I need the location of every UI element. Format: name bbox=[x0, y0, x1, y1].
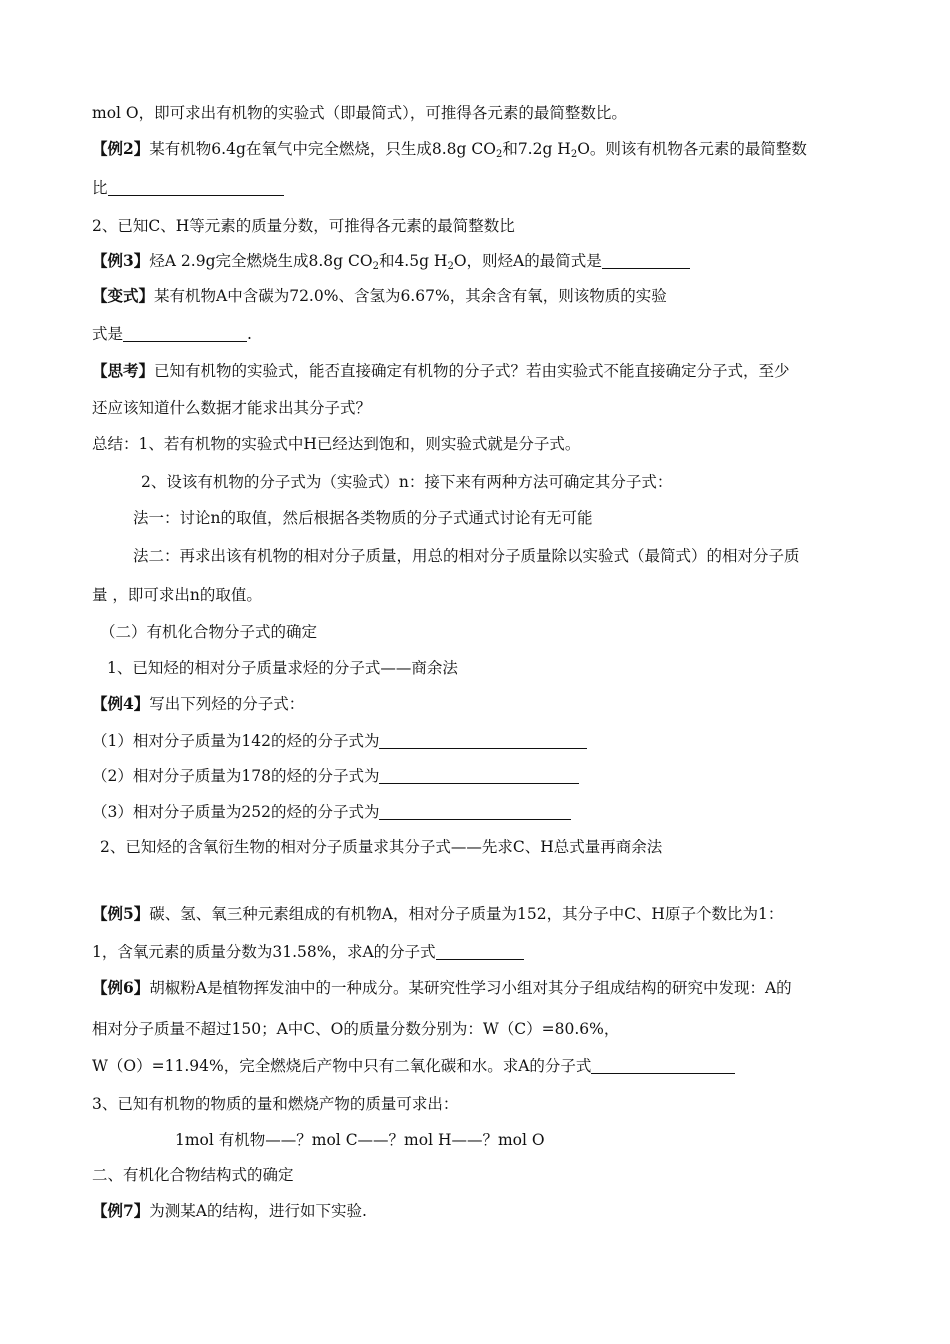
subsection-1 bbox=[107, 657, 458, 679]
summary-1 bbox=[92, 433, 580, 455]
section-heading bbox=[100, 621, 317, 643]
text: O。则该有机物各元素的最简整数 bbox=[577, 140, 807, 158]
text: . bbox=[247, 325, 252, 343]
text-line bbox=[92, 215, 515, 237]
question-2 bbox=[92, 765, 579, 787]
variant-cont bbox=[92, 323, 252, 345]
text: 法一：讨论n的取值，然后根据各类物质的分子式通式讨论有无可能 bbox=[133, 509, 593, 527]
example-tag: 【例6】 bbox=[92, 978, 150, 997]
text: 比 bbox=[92, 179, 108, 197]
example-tag: 【思考】 bbox=[92, 361, 155, 380]
text: 烃A 2.9g完全燃烧生成8.8g CO bbox=[149, 252, 373, 270]
example-7 bbox=[92, 1200, 367, 1222]
example-5 bbox=[92, 903, 783, 925]
formula-line bbox=[175, 1129, 545, 1151]
text: 2、设该有机物的分子式为（实验式）n：接下来有两种方法可确定其分子式： bbox=[141, 473, 673, 491]
answer-blank[interactable] bbox=[436, 943, 524, 960]
question-3 bbox=[92, 801, 571, 823]
text: 某有机物6.4g在氧气中完全燃烧，只生成8.8g CO bbox=[149, 140, 496, 158]
text: 1mol 有机物——？mol C——？mol H——？mol O bbox=[175, 1131, 545, 1149]
text: 量 ，即可求出n的取值。 bbox=[92, 586, 262, 604]
example-5-cont bbox=[92, 941, 524, 963]
example-tag: 【例3】 bbox=[92, 251, 150, 270]
subscript: 2 bbox=[570, 149, 578, 160]
example-tag: 【例2】 bbox=[92, 139, 150, 158]
question-1 bbox=[92, 730, 587, 752]
example-tag: 【例5】 bbox=[92, 904, 150, 923]
subscript: 2 bbox=[372, 261, 379, 272]
text: 法二：再求出该有机物的相对分子质量，用总的相对分子质量除以实验式（最简式）的相对分子质 bbox=[133, 547, 800, 565]
example-2-cont bbox=[92, 177, 284, 199]
text: 2、已知烃的含氧衍生物的相对分子质量求其分子式——先求C、H总式量再商余法 bbox=[100, 838, 663, 856]
example-tag: 【例7】 bbox=[92, 1201, 150, 1220]
text: 写出下列烃的分子式： bbox=[149, 695, 305, 713]
text: 胡椒粉A是植物挥发油中的一种成分。某研究性学习小组对其分子组成结构的研究中发现：A的 bbox=[149, 979, 792, 997]
text: 2、已知C、H等元素的质量分数，可推得各元素的最简整数比 bbox=[92, 217, 515, 235]
method-2 bbox=[133, 545, 800, 567]
answer-blank[interactable] bbox=[379, 767, 579, 784]
example-4 bbox=[92, 693, 304, 715]
example-2 bbox=[92, 138, 807, 160]
example-tag: 【变式】 bbox=[92, 286, 155, 305]
text: 总结：1、若有机物的实验式中H已经达到饱和，则实验式就是分子式。 bbox=[92, 435, 581, 453]
text: 还应该知道什么数据才能求出其分子式？ bbox=[92, 399, 372, 417]
text: （3）相对分子质量为252的烃的分子式为 bbox=[92, 803, 380, 821]
summary-2 bbox=[141, 471, 672, 493]
answer-blank[interactable] bbox=[108, 179, 284, 196]
text: W（O）=11.94%，完全燃烧后产物中只有二氧化碳和水。求A的分子式 bbox=[92, 1057, 592, 1075]
example-6 bbox=[92, 977, 792, 999]
text: （二）有机化合物分子式的确定 bbox=[100, 623, 318, 641]
text: （2）相对分子质量为178的烃的分子式为 bbox=[92, 767, 380, 785]
text: 3、已知有机物的物质的量和燃烧产物的质量可求出： bbox=[92, 1095, 459, 1113]
method-1 bbox=[133, 507, 593, 529]
answer-blank[interactable] bbox=[379, 803, 571, 820]
text: （1）相对分子质量为142的烃的分子式为 bbox=[92, 732, 380, 750]
subsection-3 bbox=[92, 1093, 458, 1115]
text: 已知有机物的实验式，能否直接确定有机物的分子式？若由实验式不能直接确定分子式，至少 bbox=[154, 362, 790, 380]
subsection-2 bbox=[100, 836, 662, 858]
example-tag: 【例4】 bbox=[92, 694, 150, 713]
answer-blank[interactable] bbox=[379, 732, 587, 749]
text: mol O，即可求出有机物的实验式（即最简式），可推得各元素的最简整数比。 bbox=[92, 104, 627, 122]
text: 和7.2g H bbox=[502, 140, 571, 158]
part-heading bbox=[92, 1164, 294, 1186]
subscript: 2 bbox=[495, 149, 503, 160]
text-line bbox=[92, 102, 627, 124]
variant bbox=[92, 285, 667, 307]
text: O，则烃A的最简式是 bbox=[453, 252, 602, 270]
answer-blank[interactable] bbox=[591, 1057, 735, 1074]
example-6-cont bbox=[92, 1018, 619, 1040]
example-3 bbox=[92, 250, 690, 272]
text: 1、已知烃的相对分子质量求烃的分子式——商余法 bbox=[107, 659, 458, 677]
answer-blank[interactable] bbox=[123, 325, 247, 342]
subscript: 2 bbox=[447, 261, 454, 272]
example-6-cont-2 bbox=[92, 1055, 735, 1077]
think-cont bbox=[92, 397, 371, 419]
think bbox=[92, 360, 790, 382]
text: 为测某A的结构，进行如下实验. bbox=[149, 1202, 367, 1220]
text: 式是 bbox=[92, 325, 124, 343]
text: 相对分子质量不超过150；A中C、O的质量分数分别为：W（C）=80.6%， bbox=[92, 1020, 620, 1038]
answer-blank[interactable] bbox=[602, 252, 690, 269]
text: 和4.5g H bbox=[378, 252, 448, 270]
text: 二、有机化合物结构式的确定 bbox=[92, 1166, 294, 1184]
method-2-cont bbox=[92, 584, 262, 606]
text: 某有机物A中含碳为72.0%、含氢为6.67%，其余含有氧，则该物质的实验 bbox=[154, 287, 667, 305]
text: 碳、氢、氧三种元素组成的有机物A，相对分子质量为152，其分子中C、H原子个数比为1： bbox=[149, 905, 784, 923]
text: 1，含氧元素的质量分数为31.58%，求A的分子式 bbox=[92, 943, 436, 961]
